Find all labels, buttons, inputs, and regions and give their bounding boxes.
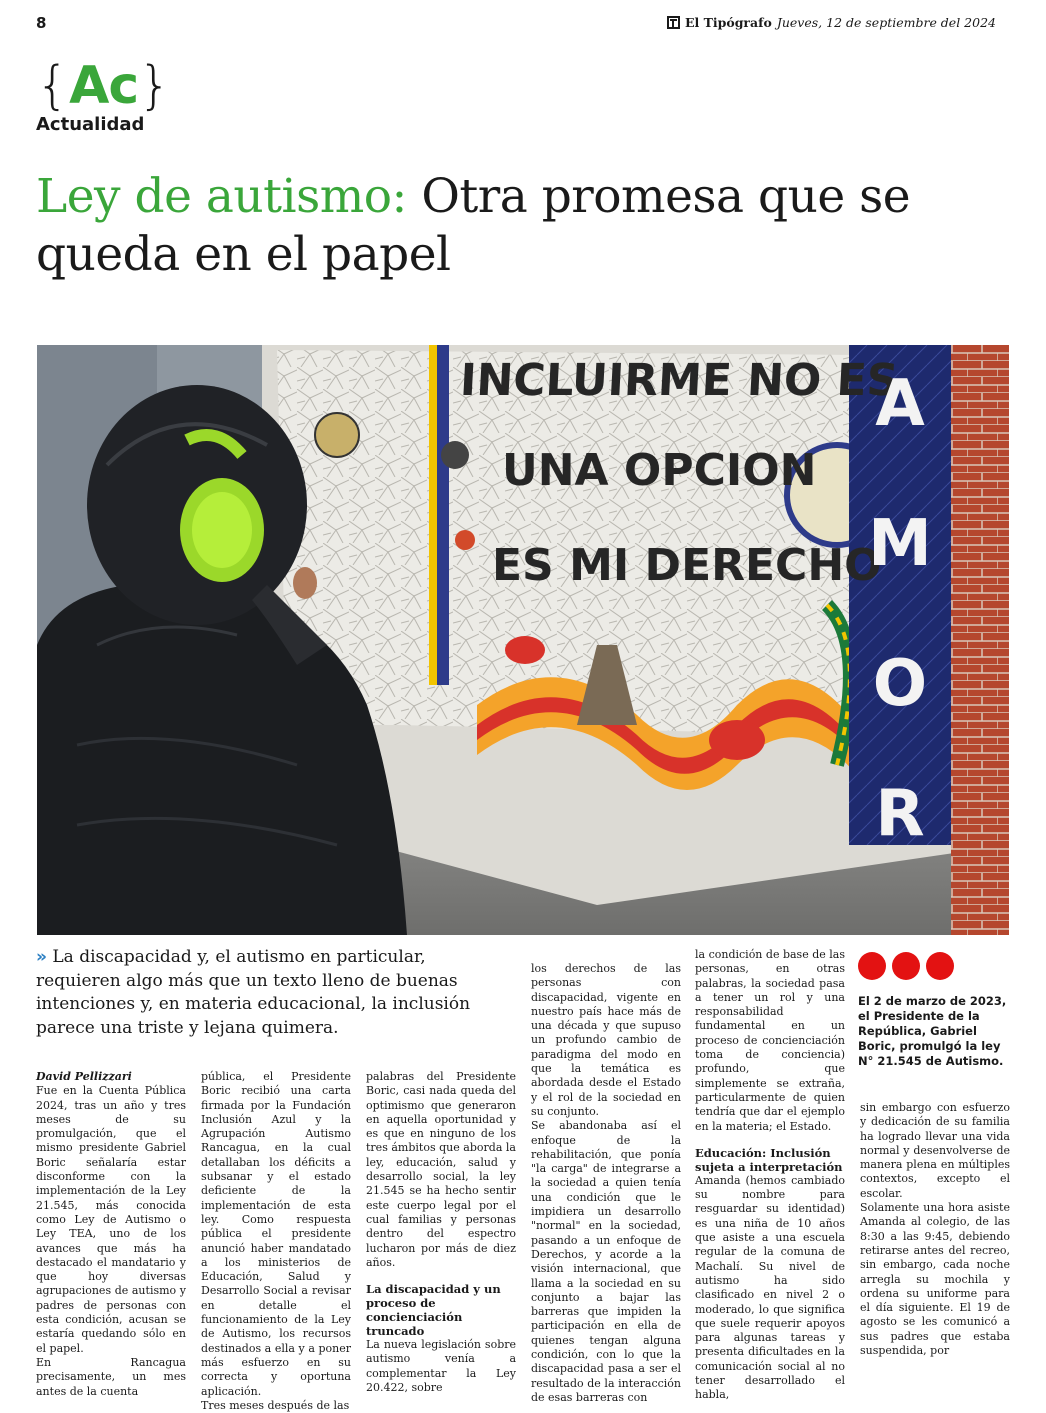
article-column-1 bbox=[36, 1070, 186, 1399]
section-badge bbox=[36, 56, 172, 135]
article-byline: David Pellizzari bbox=[36, 1070, 132, 1083]
mural-amor-letter-4: R bbox=[875, 777, 925, 851]
caption-dot bbox=[892, 952, 920, 980]
column-paragraph: Se abandonaba así el enfoque de la rehabilitación, que ponía "la carga" de integrarse a la sociedad a quien tenía una condición que le impidiera un desarrollo "normal" en la sociedad, pasando a un enfoque de Derechos, y acorde a la visión internacional, que llama a la sociedad en su conjunto a bajar las barreras que impiden la participación en ella de quienes tengan alguna condición, con lo que la discapacidad pasa a ser el resultado de la interacción de esas barreras con bbox=[531, 1119, 681, 1404]
article-column-3 bbox=[366, 1070, 516, 1395]
column-paragraph: pública, el Presidente Boric recibió una carta firmada por la Fundación Inclusión Azul y la Agrupación Autismo Rancagua, en la cual detallaban los déficits a subsanar y el estado deficiente de la implementación de esta ley. Como respuesta pública el presidente anunció haber mandatado a los ministerios de Educación, Salud y Desarrollo Social a revisar en detalle el funcionamiento de la Ley de Autismo, los recursos destinados a ella y a poner más esfuerzo en su correcta y oportuna aplicación. bbox=[201, 1070, 351, 1398]
article-subhead: Educación: Inclusión sujeta a interpretación bbox=[695, 1145, 843, 1174]
lead-text: La discapacidad y, el autismo en particular, requieren algo más que un texto lleno de buenas intenciones y, en materia educacional, la inclusión parece una triste y lejana quimera. bbox=[36, 947, 471, 1038]
section-brace-close: } bbox=[138, 56, 172, 116]
article-column-5 bbox=[695, 948, 845, 1403]
article-subhead: La discapacidad y un proceso de concienciación truncado bbox=[366, 1282, 501, 1339]
column-paragraph: Amanda (hemos cambiado su nombre para resguardar su identidad) es una niña de 10 años que asiste a una escuela regular de la comuna de Machalí. Su nivel de autismo ha sido clasificado en nivel 2 o moderado, lo que significa que suele requerir apoyos para algunas tareas y presenta dificultades en la comunicación social al no tener desarrollado el habla, bbox=[695, 1173, 845, 1402]
column-paragraph: La nueva legislación sobre autismo venía a complementar la Ley 20.422, sobre bbox=[366, 1338, 516, 1395]
photo-caption bbox=[858, 952, 1008, 1069]
caption-text: El 2 de marzo de 2023, el Presidente de la República, Gabriel Boric, promulgó la ley N° 21.545 de Autismo. bbox=[858, 994, 1007, 1068]
headline-rest-line2: queda en el papel bbox=[36, 227, 451, 282]
column-paragraph: Solamente una hora asiste Amanda al colegio, de las 8:30 a las 9:45, debiendo retirarse antes del recreo, sin embargo, cada noche arregla su mochila y ordena su uniforme para el día siguiente. El 19 de agosto se les comunicó a sus padres que estaba suspendida, por bbox=[860, 1201, 1010, 1358]
column-paragraph: Tres meses después de las bbox=[201, 1398, 350, 1412]
caption-dot bbox=[926, 952, 954, 980]
section-name: Actualidad bbox=[36, 114, 145, 135]
mural-text-line1: INCLUIRME NO ES bbox=[458, 355, 900, 406]
caption-dot bbox=[858, 952, 886, 980]
headline-highlight: Ley de autismo: bbox=[36, 169, 407, 224]
column-paragraph: sin embargo con esfuerzo y dedicación de su familia ha logrado llevar una vida normal y desenvolverse de manera plena en múltiples contextos, excepto el escolar. bbox=[860, 1101, 1010, 1200]
mural-text-line2: UNA OPCION bbox=[502, 445, 817, 496]
mural-text-line3: ES MI DERECHO bbox=[492, 540, 882, 591]
newspaper-logo-icon bbox=[667, 16, 680, 29]
mural-amor-letter-1: A bbox=[875, 367, 925, 441]
article-lead bbox=[36, 946, 514, 1040]
masthead-date: Jueves, 12 de septiembre del 2024 bbox=[776, 15, 996, 30]
lead-marker: » bbox=[36, 947, 47, 967]
caption-dots bbox=[858, 952, 1008, 980]
article-headline bbox=[36, 168, 996, 284]
headline-rest-line1: Otra promesa que se bbox=[421, 169, 911, 224]
section-code: Ac bbox=[69, 56, 139, 116]
article-photo bbox=[37, 345, 1009, 935]
article-column-4 bbox=[531, 962, 681, 1405]
column-paragraph: Fue en la Cuenta Pública 2024, tras un año y tres meses de su promulgación, que el mismo presidente Gabriel Boric señalaría estar disconforme con la implementación de la Ley 21.545, más conocida como Ley de Autismo o Ley TEA, uno de los avances que más ha destacado el mandatario y que hoy diversas agrupaciones de autismo y padres de personas con esta condición, acusan se estaría quedando sólo en el papel. bbox=[36, 1084, 186, 1355]
column-paragraph: la condición de base de las personas, en otras palabras, la sociedad pasa a tener un rol y una responsabilidad fundamental en un proceso de concienciación toma de conciencia) profundo, que simplemente se extraña, particularmente de quien tendría que dar el ejemplo en la materia; el Estado. bbox=[695, 948, 845, 1133]
photo-illustration bbox=[37, 345, 1009, 935]
mural-amor-letter-3: O bbox=[872, 647, 928, 721]
article-column-6 bbox=[860, 1101, 1010, 1358]
section-brace-open: { bbox=[36, 56, 70, 116]
mural-amor-letter-2: M bbox=[868, 507, 932, 581]
page-number: 8 bbox=[36, 14, 47, 32]
column-paragraph: En Rancagua precisamente, un mes antes de la cuenta bbox=[36, 1355, 186, 1398]
article-column-2 bbox=[201, 1070, 351, 1413]
masthead-brand: El Tipógrafo bbox=[684, 15, 772, 30]
column-paragraph: los derechos de las personas con discapacidad, vigente en nuestro país hace más de una década y que supuso un profundo cambio de paradigma del modo en que la temática es abordada desde el Estado y el rol de la sociedad en su conjunto. bbox=[531, 962, 681, 1118]
masthead bbox=[667, 15, 996, 30]
column-paragraph: palabras del Presidente Boric, casi nada queda del optimismo que generaron en aquella oportunidad y es que en ninguno de los tres ámbitos que aborda la ley, educación, salud y desarrollo social, la ley 21.545 se ha hecho sentir este cuerpo legal por el cual familias y personas dentro del espectro lucharon por más de diez años. bbox=[366, 1070, 516, 1269]
